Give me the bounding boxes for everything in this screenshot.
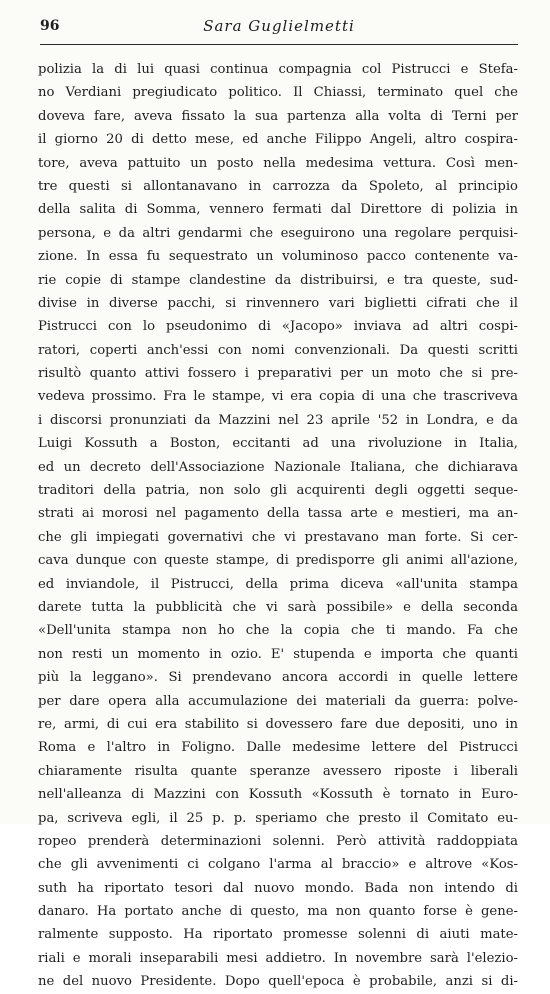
text-line: non resti un momento in ozio. E' stupenda e importa che quanti (38, 646, 518, 662)
text-line: ed inviandole, il Pistrucci, della prima diceva «all'unita stampa (38, 576, 518, 592)
text-line: il giorno 20 di detto mese, ed anche Filippo Angeli, altro cospira- (38, 132, 518, 148)
text-line: ropeo prenderà determinazioni solenni. Però attività raddoppiata (38, 833, 518, 849)
text-line: rie copie di stampe clandestine da distribuirsi, e tra queste, sud- (38, 272, 518, 288)
text-line: per dare opera alla accumulazione dei materiali da guerra: polve- (38, 693, 518, 709)
body-text (38, 58, 518, 994)
page-number: 96 (40, 18, 60, 34)
text-line: darete tutta la pubblicità che vi sarà possibile» e della seconda (38, 599, 518, 615)
text-line: suth ha riportato tesori dal nuovo mondo. Bada non intendo di (38, 880, 518, 896)
text-line: che gli impiegati governativi che vi prestavano man forte. Si cer- (38, 529, 518, 545)
text-line: più la leggano». Si prendevano ancora accordi in quelle lettere (38, 670, 518, 686)
text-line: ed un decreto dell'Associazione Nazionale Italiana, che dichiarava (38, 459, 518, 475)
text-line: danaro. Ha portato anche di questo, ma non quanto forse è gene- (38, 904, 518, 920)
text-line: nell'alleanza di Mazzini con Kossuth «Kossuth è tornato in Euro- (38, 787, 518, 803)
text-line: che gli avvenimenti ci colgano l'arma al braccio» e altrove «Kos- (38, 857, 518, 873)
text-line: strati ai morosi nel pagamento della tassa arte e mestieri, ma an- (38, 506, 518, 522)
text-line: Luigi Kossuth a Boston, eccitanti ad una rivoluzione in Italia, (38, 436, 518, 452)
page-header (40, 16, 518, 38)
text-line: polizia la di lui quasi continua compagnia col Pistrucci e Stefa- (38, 62, 518, 77)
text-line: zione. In essa fu sequestrato un voluminoso pacco contenente va- (38, 249, 518, 265)
text-line: pa, scriveva egli, il 25 p. p. speriamo che presto il Comitato eu- (38, 810, 518, 826)
header-rule (40, 44, 518, 45)
text-line: divise in diverse pacchi, si rinvennero vari biglietti cifrati che il (38, 295, 518, 311)
text-line: della salita di Somma, vennero fermati dal Direttore di polizia in (38, 202, 518, 218)
text-line: risultò quanto attivi fossero i preparativi per un moto che si pre- (38, 366, 518, 382)
text-line: «Dell'unita stampa non ho che la copia che ti mando. Fa che (38, 623, 518, 639)
text-line: tre questi si allontanavano in carrozza da Spoleto, al principio (38, 178, 518, 194)
text-line: no Verdiani pregiudicato politico. Il Chiassi, terminato quel che (38, 85, 518, 101)
text-line: re, armi, di cui era stabilito si dovessero fare due depositi, uno in (38, 716, 518, 732)
text-line: chiaramente risulta quante speranze avessero riposte i liberali (38, 763, 518, 779)
text-line: traditori della patria, non solo gli acquirenti degli oggetti seque- (38, 483, 518, 499)
text-line: Pistrucci con lo pseudonimo di «Jacopo» inviava ad altri cospi- (38, 319, 518, 335)
text-line: doveva fare, aveva fissato la sua partenza alla volta di Terni per (38, 108, 518, 124)
text-line: i discorsi pronunziati da Mazzini nel 23 aprile '52 in Londra, e da (38, 412, 518, 428)
text-line: tore, aveva pattuito un posto nella medesima vettura. Così men- (38, 155, 518, 171)
text-line: cava dunque con queste stampe, di predisporre gli animi all'azione, (38, 553, 518, 569)
text-line: vedeva prossimo. Fra le stampe, vi era copia di una che trascriveva (38, 389, 518, 405)
text-line: ne del nuovo Presidente. Dopo quell'epoca è probabile, anzi si di- (38, 974, 518, 990)
running-head: Sara Guglielmetti (203, 17, 355, 35)
text-line: ralmente supposto. Ha riportato promesse solenni di aiuti mate- (38, 927, 518, 943)
text-line: Roma e l'altro in Foligno. Dalle medesime lettere del Pistrucci (38, 740, 518, 756)
text-line: riali e morali inseparabili mesi addietro. In novembre sarà l'elezio- (38, 950, 518, 966)
text-line: ratori, coperti anch'essi con nomi convenzionali. Da questi scritti (38, 342, 518, 358)
text-line: persona, e da altri gendarmi che eseguirono una regolare perquisi- (38, 225, 518, 241)
